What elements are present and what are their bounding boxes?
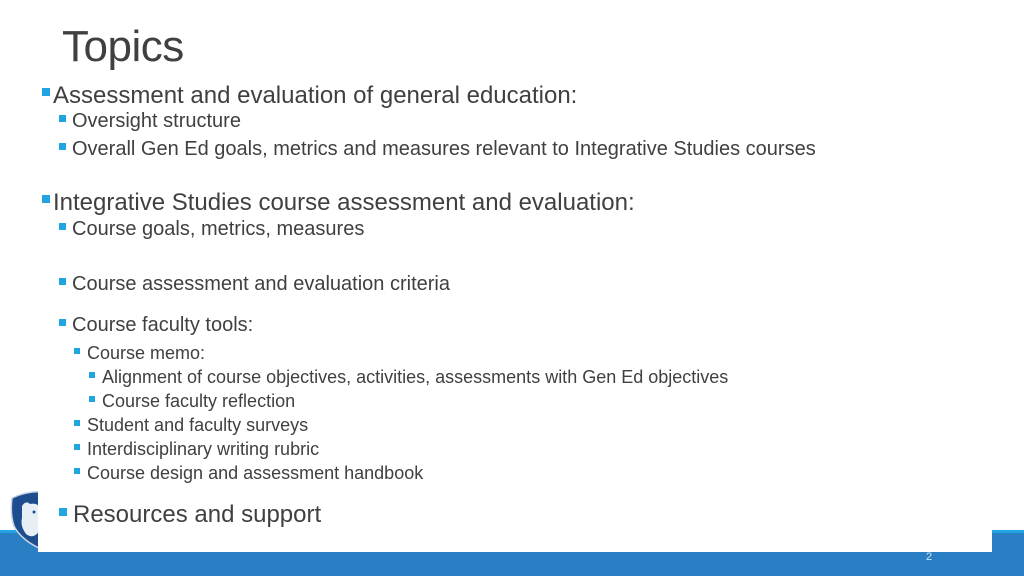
outline-item: Course faculty tools:	[59, 314, 253, 337]
square-bullet-icon	[59, 115, 66, 122]
page-number: 2	[926, 551, 933, 563]
outline-item: Interdisciplinary writing rubric	[74, 439, 319, 460]
outline-item: Integrative Studies course assessment and evaluation:	[42, 189, 635, 217]
square-bullet-icon	[59, 143, 66, 150]
outline-item: Alignment of course objectives, activities, assessments with Gen Ed objectives	[89, 367, 728, 388]
square-bullet-icon	[74, 468, 80, 474]
square-bullet-icon	[74, 420, 80, 426]
outline-item: Resources and support	[59, 501, 321, 529]
slide-title: Topics	[62, 22, 184, 71]
shield-logo-icon	[8, 490, 40, 552]
outline-item: Course design and assessment handbook	[74, 463, 423, 484]
square-bullet-icon	[89, 396, 95, 402]
square-bullet-icon	[74, 348, 80, 354]
square-bullet-icon	[59, 278, 66, 285]
square-bullet-icon	[59, 223, 66, 230]
outline-item: Course goals, metrics, measures	[59, 218, 364, 241]
outline-item: Oversight structure	[59, 110, 241, 133]
outline-item: Assessment and evaluation of general education:	[42, 82, 577, 110]
outline-item: Course memo:	[74, 343, 205, 364]
outline-item: Overall Gen Ed goals, metrics and measures relevant to Integrative Studies courses	[59, 138, 816, 161]
square-bullet-icon	[74, 444, 80, 450]
square-bullet-icon	[42, 88, 50, 96]
square-bullet-icon	[89, 372, 95, 378]
outline-item: Student and faculty surveys	[74, 415, 308, 436]
square-bullet-icon	[59, 319, 66, 326]
square-bullet-icon	[59, 508, 67, 516]
outline-item: Course assessment and evaluation criteria	[59, 273, 450, 296]
outline-item: Course faculty reflection	[89, 391, 295, 412]
square-bullet-icon	[42, 195, 50, 203]
